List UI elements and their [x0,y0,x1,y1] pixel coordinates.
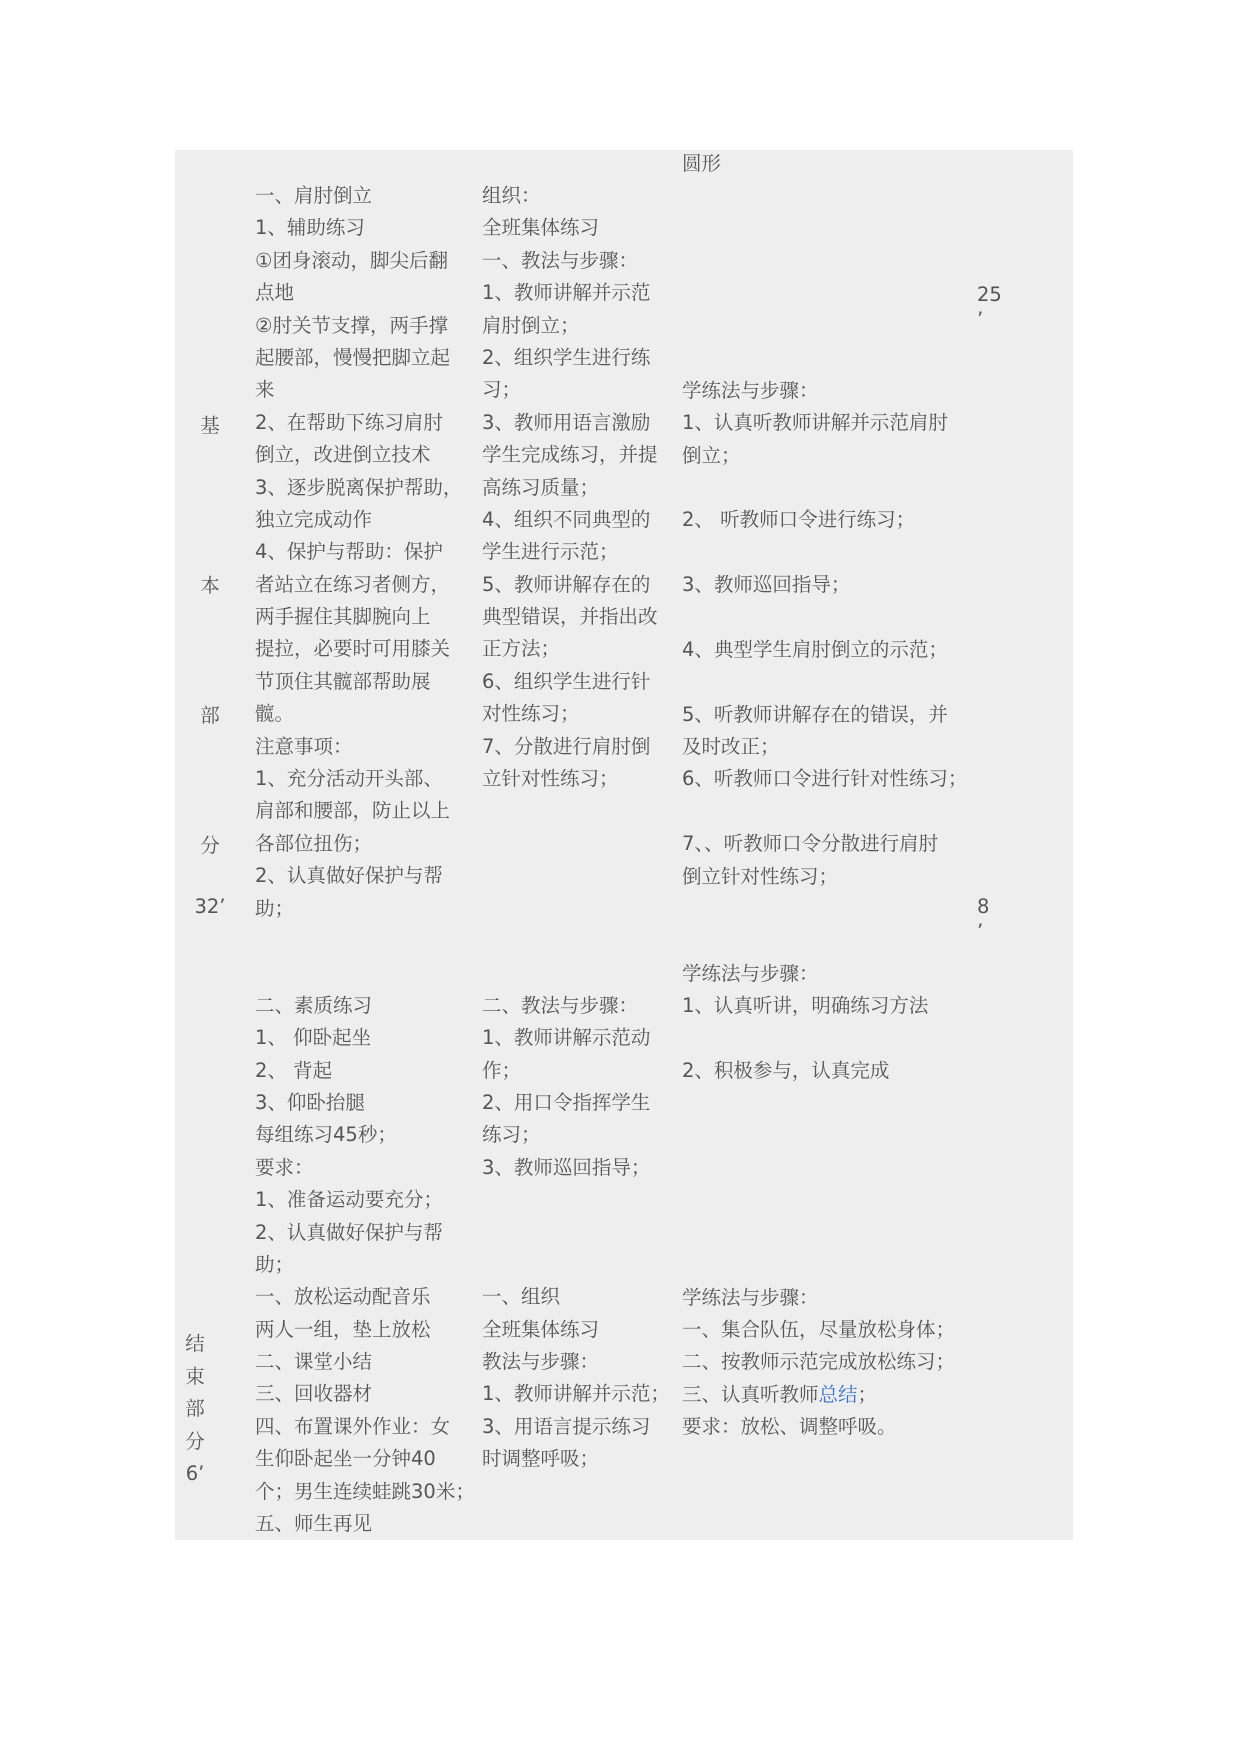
spacer [482,828,682,860]
text-line: 一、集合队伍，尽量放松身体； [682,1318,956,1342]
text-line: 四、布置课外作业：女 [255,1414,451,1438]
text-line: 5、教师讲解存在的 [482,572,651,596]
spacer [482,1184,682,1216]
spacer [682,278,972,310]
text-line: 两人一组，垫上放松 [255,1317,431,1341]
teaching-method-column [482,180,682,1476]
text-line: 学练法与步骤： [682,378,819,402]
text-line: 2、 背起 [255,1058,333,1082]
text-line: 作； [482,1058,522,1082]
text-line: 一、肩肘倒立 [255,184,373,207]
spacer [682,796,972,828]
text-line: 2、积极参与，认真完成 [682,1058,890,1082]
text-line: 4、保护与帮助：保护 [255,540,443,564]
text-line: 习； [482,378,522,402]
text-line: 助； [255,1252,295,1276]
spacer [682,1120,972,1152]
text-line: 正方法； [482,637,561,661]
text-line: 7、、听教师口令分散进行肩肘 [682,832,939,856]
spacer [682,1087,972,1119]
text-line: 1、辅助练习 [255,216,365,240]
spacer [482,957,682,989]
duration-value: 8 [977,895,990,918]
spacer [682,666,972,698]
section-label-char: 结 [185,1332,205,1355]
text-line: 髋。 [255,702,295,726]
text-line: 点地 [255,281,295,305]
content-column [255,180,495,1540]
text-line: 生仰卧起坐一分钟40 [255,1447,436,1471]
spacer [482,925,682,957]
summary-link[interactable]: 总结 [818,1382,858,1406]
text-line: 一、放松运动配音乐 [255,1285,431,1309]
text-line: 5、听教师讲解存在的错误，并 [682,702,948,726]
text-line: 3、教师用语言激励 [482,410,651,434]
text-line: 三、回收器材 [255,1382,373,1406]
text-line: 要求：放松、调整呼吸。 [682,1415,897,1439]
text-line: 时调整呼吸； [482,1447,600,1471]
text-line: 6、听教师口令进行针对性练习； [682,767,968,791]
duration-mark: ’ [977,308,984,331]
text-line: 及时改正； [682,735,780,759]
spacer [682,342,972,374]
spacer [255,957,495,989]
punctuation: ； [857,1382,878,1406]
text-line: 各部位扭伤； [255,831,373,855]
text-line: 提拉，必要时可用膝关 [255,637,451,661]
text-line: 倒立针对性练习； [682,864,839,888]
section-label-char: 6’ [185,1462,205,1486]
spacer [482,1249,682,1281]
text-line: 1、充分活动开头部、 [255,767,443,791]
spacer [682,1152,972,1184]
text-line: 1、教师讲解并示范 [482,281,651,305]
text-line: 肩部和腰部，防止以上 [255,799,451,823]
text-line: 独立完成动作 [255,507,373,531]
section-label-char: 分 [185,1429,205,1453]
text-line: 全班集体练习 [482,1317,600,1341]
text-line: 二、按教师示范完成放松练习； [682,1350,956,1374]
text-line: 倒立，改进倒立技术 [255,443,431,467]
text-line: 1、教师讲解并示范； [482,1382,670,1406]
text-line: 圆形 [682,152,722,175]
text-line: 个；男生连续蛙跳30米； [255,1479,475,1503]
text-line: 三、认真听教师总结； [682,1382,878,1406]
text-line: 7、分散进行肩肘倒 [482,734,651,758]
text-line: 1、认真听教师讲解并示范肩肘 [682,411,948,435]
section-label-char: 部 [200,704,220,727]
text-line: 倒立； [682,443,741,467]
text-line: 2、认真做好保护与帮 [255,864,443,888]
text-line: 2、 听教师口令进行练习； [682,508,916,532]
spacer [682,1023,972,1055]
text-line: 二、素质练习 [255,993,373,1017]
spacer [255,925,495,957]
spacer [682,925,972,957]
spacer [482,860,682,892]
text-line: 教法与步骤： [482,1350,600,1374]
text-line: 二、教法与步骤： [482,993,639,1017]
text-line: 节顶住其髋部帮助展 [255,669,431,693]
spacer [682,893,972,925]
text-line: 3、教师巡回指导； [482,1155,651,1179]
spacer [682,1217,972,1249]
duration-value: 25 [977,283,1002,306]
section-label-char: 基 [200,414,220,437]
text-line: 学生完成练习，并提 [482,443,658,467]
text-line: 2、用口令指挥学生 [482,1090,651,1114]
text-line: 4、组织不同典型的 [482,507,651,531]
text-line: 一、组织 [482,1285,561,1309]
spacer [682,537,972,569]
text-line: 2、在帮助下练习肩肘 [255,410,443,434]
text-line: 来 [255,378,275,402]
spacer [482,1217,682,1249]
text-line: 每组练习45秒； [255,1123,397,1147]
spacer [682,1249,972,1281]
spacer [682,472,972,504]
text-line: 学生进行示范； [482,540,619,564]
text-line: 两手握住其脚腕向上 [255,605,431,629]
text-line: 二、课堂小结 [255,1350,373,1374]
text-line: 学练法与步骤： [682,961,819,985]
text-line: 6、组织学生进行针 [482,669,651,693]
text-line: 2、组织学生进行练 [482,345,651,369]
text-line: 1、 仰卧起坐 [255,1026,372,1050]
text-line: 1、认真听讲，明确练习方法 [682,994,929,1018]
spacer [682,601,972,633]
spacer [482,795,682,827]
section-label-char: 本 [200,574,220,597]
text-line: 3、用语言提示练习 [482,1414,651,1438]
text-line: 五、师生再见 [255,1512,373,1536]
text-line: 注意事项： [255,734,353,758]
text-line: ①团身滚动，脚尖后翻 [255,248,448,272]
text-line: 3、仰卧抬腿 [255,1090,365,1114]
text-line: 立针对性练习； [482,767,619,791]
text-line: 1、教师讲解示范动 [482,1026,651,1050]
text-line: 典型错误，并指出改 [482,605,658,629]
text-line: 对性练习； [482,702,580,726]
section-time: 32’ [194,895,226,918]
text-line: 3、教师巡回指导； [682,573,851,597]
spacer [682,180,972,212]
text-line: 者站立在练习者侧方， [255,572,451,596]
section-label-char: 束 [185,1364,205,1388]
duration-mark: ’ [977,920,984,943]
text-line: 3、逐步脱离保护帮助， [255,475,463,499]
text-line: 高练习质量； [482,475,600,499]
spacer [482,893,682,925]
end-section-label [172,1328,218,1491]
spacer [682,310,972,342]
student-practice-column [682,148,972,1444]
text-line: 1、准备运动要充分； [255,1188,443,1212]
spacer [682,213,972,245]
text-line: 起腰部，慢慢把脚立起 [255,345,451,369]
spacer [682,245,972,277]
text-line: 组织： [482,184,541,207]
section-label-char: 部 [185,1397,205,1421]
text-line: 全班集体练习 [482,216,600,240]
text-line: 4、典型学生肩肘倒立的示范； [682,637,948,661]
text-line: 学练法与步骤： [682,1285,819,1309]
spacer [682,1185,972,1217]
text-line: 练习； [482,1123,541,1147]
text-line: 2、认真做好保护与帮 [255,1220,443,1244]
text-line: 助； [255,896,295,920]
section-label-char: 分 [200,834,220,857]
text-line: ②肘关节支撑，两手撑 [255,313,448,337]
text-line: 一、教法与步骤： [482,248,639,272]
text-line: 肩肘倒立； [482,313,580,337]
text-line: 要求： [255,1155,314,1179]
